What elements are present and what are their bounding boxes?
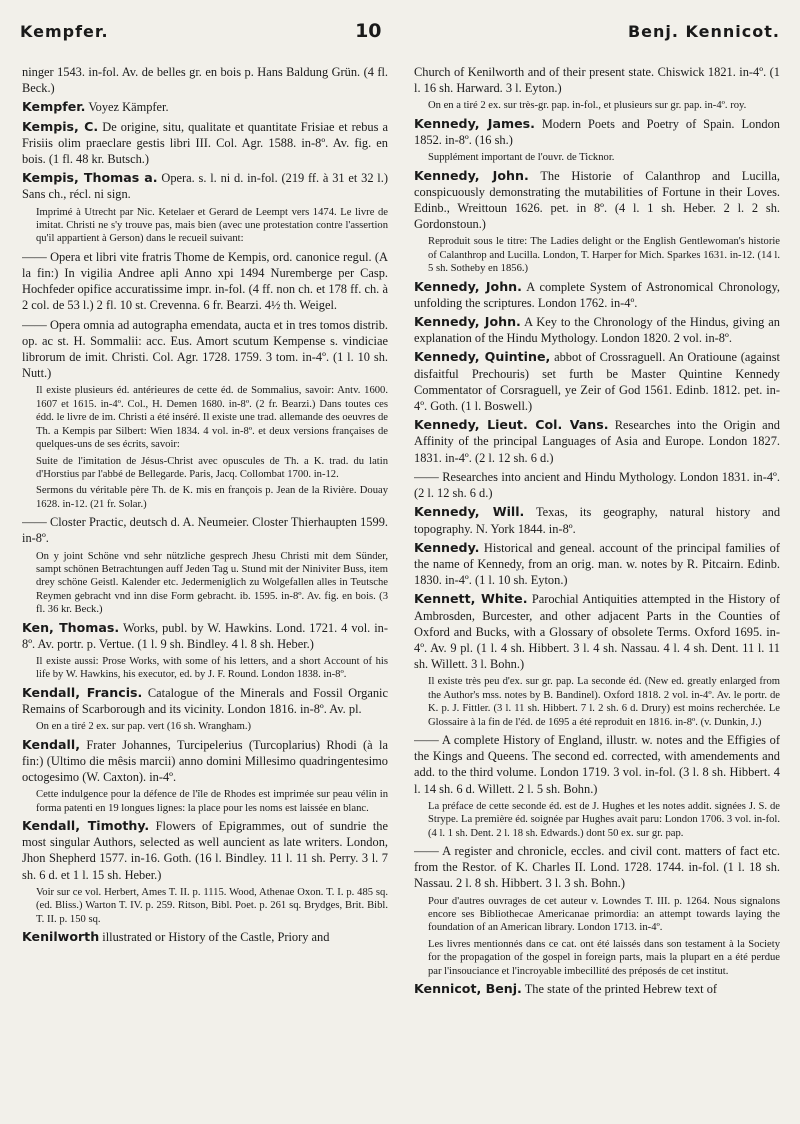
entry-text: Texas, its geography, natural history and topography. N. York 1844. in-8º. [414,505,780,536]
header-left-headword: Kempfer. [20,22,109,41]
entry-text: A complete System of Astronomical Chronology, unfolding the scriptures. London 1762. in-4º. [414,279,780,310]
entry-kennicot [414,981,780,997]
entry-text: Flowers of Epigrammes, out of sundrie the most singular Authors, selected as well auncient as late writers. London, Jhon Shepherd 1577. in-16. Goth. (16 l. Bindley. 11 l. 11 sh. Perry. 3 l. 7 sh. 6 d. et 1 l. 15 sh. Heber.) [22,819,388,882]
entry-kempfer [22,99,388,115]
entry-kennedy-john-1 [414,168,780,233]
entry-note: Voir sur ce vol. Herbert, Ames T. II. p. 1115. Wood, Athenae Oxon. T. I. p. 485 sq. (ed. Bliss.) Warton T. IV. p. 259. Ritson, Bibl. Poet. p. 261 sq. Brydges, Brit. Bibl. T. II. p. 150 sq. [36,886,388,925]
entry-text: A Key to the Chronology of the Hindus, giving an explanation of the Hindu Mythology. London 1820. 2 vol. in-8º. [414,315,780,346]
entry-text: abbot of Crossraguell. An Oratioune (against disfaitful Prechouris) set furth be Master Quintine Kennedy Commentator of Corsraguell, ye Zeir of God 1561. Edinb. 1812. pet. in-4º. Goth. (1 l. Boswell.) [414,350,780,414]
entry-kennedy-historical [414,540,780,589]
entry-closter-practic: —— Closter Practic, deutsch d. A. Neumeier. Closter Thierhaupten 1599. in-8º. [22,515,388,546]
entry-text: The state of the printed Hebrew text of [524,982,718,997]
entry-ken [22,620,388,652]
entry-heading: Kennicot, Benj. [414,981,522,997]
right-column [414,64,780,1114]
entry-heading: Kendall, [22,736,80,752]
entry-kennett-register: —— A register and chronicle, eccles. and civil cont. matters of fact etc. from the Restor. of K. Charles II. Lond. 1728. 1744. in-fol. (1 l. 18 sh. Nassau. 2 l. 8 sh. Hibbert. 3 l. 3 sh. Bohn.) [414,843,780,891]
entry-note: On en a tiré 2 ex. sur très-gr. pap. in-fol., et plusieurs sur gr. pap. in-4º. roy. [428,100,747,112]
entry-note: La préface de cette seconde éd. est de J. Hughes et les notes addit. signées J. S. de Strype. La première éd. soignée par Hughes avait paru: London 1706. 3 vol. in-fol. (4 l. 1 sh. Dent. 2 l. 18 sh. Edwards.) dont 50 ex. sur gr. pap. [428,800,780,839]
entry-text: Historical and geneal. account of the principal families of the name of Kennedy, from an orig. man. w. notes by R. Pitcairn. Edinb. 1830. in-4º. (1 l. 10 sh. Eyton.) [414,540,780,588]
entry-kennedy-john-3 [414,314,780,346]
entry-note: Il existe aussi: Prose Works, with some of his letters, and a short Account of his life by W. Hawkins, his executor, ed. by J. F. Round. London 1838. in-8º. [36,655,388,681]
entry-kennedy-quintine [414,349,780,414]
entry-heading: Kennedy, John. [414,167,529,183]
entry-heading: Kendall, Francis. [22,684,143,700]
entry-heading: Kennedy. [414,539,480,555]
entry-continuation: Church of Kenilworth and of their present state. Chiswick 1821. in-4º. (1 l. 16 sh. Harward. 3 l. Eyton.) [414,65,780,96]
entry-text: Voyez Kämpfer. [88,100,169,115]
entry-text: illustrated or History of the Castle, Priory and [102,930,330,945]
entry-heading: Kempis, Thomas a. [22,170,158,186]
entry-note: Il existe plusieurs éd. antérieures de cette éd. de Sommalius, savoir: Antv. 1600. 1607 et 1615. in-4º. Col., H. Demen 1680. in-8º. (2 fr. Bearzi.) Dans toutes ces édd. le livre de im. Christi a été inséré. Il existe une trad. allemande des oeuvres de Th. a Kempis par Silbert: Wien 1834. 4 vol. in-8º. et deux versions françaises de quelques-uns de ses écrits, savoir: [36,385,388,451]
entry-heading: Kennedy, Will. [414,504,525,520]
entry-kennett-history: —— A complete History of England, illustr. w. notes and the Effigies of the Kings and Queens. The second ed. corrected, with amendements and add. to the third volume. London 1719. 3 vol. in-fol. (3 l. 8 sh. Hibbert. 4 l. 14 sh. 6 d. Willett. 2 l. 5 sh. Bohn.) [414,732,780,796]
entry-text: Researches into the Origin and Affinity of the principal Languages of Asia and Europe. London 1827. 1831. in-4º. (2 l. 12 sh. 6 d.) [414,418,780,465]
entry-text: Parochial Antiquities attempted in the History of Ambrosden, Burcester, and other adjacent Parts in the Counties of Oxford and Bucks, with a Glossary of obsolete Terms. Oxford 1695. in-4º. Av. 9 pl. (1 l. 4 sh. Hibbert. 3 l. 4 sh. Nassau. 4 l. 4 sh. Dent. 11 l. 11 sh. Willett. 3 l. Bohn.) [414,592,780,672]
entry-heading: Kennedy, Lieut. Col. Vans. [414,417,609,433]
entry-heading: Kennedy, John. [414,278,522,294]
entry-note: On y joint Schöne vnd sehr nützliche gesprech Jhesu Christi mit dem Sünder, sampt schönen Betrachtungen auff Jeden Tag u. Stund mit der Niniviter Buss, item drey schöne Geistl. Kalender etc. Jedermeniglich zu Wolgefallen alles in Teutsche Reymen gebracht vnd inn dise Form gebracht. ib. 1595. in-8º. Av. fig. en bois. (3 fl. 36 kr. Beck.) [36,550,388,616]
entry-heading: Kennedy, James. [414,115,535,131]
entry-kempis-thomas [22,170,388,202]
entry-kempis-opera-3: —— Opera omnia ad autographa emendata, aucta et in tres tomos distrib. op. ac st. H. Sommalii: acc. Eus. Amort scutum Kempense s. vindiciae librorum de imit. Christi. Col. Agr. 1728. 1759. 3 tom. in-4º. (1 l. 10 sh. Nutt.) [22,317,388,381]
page-number: 10 [355,20,382,42]
entry-kendall-timothy [22,818,388,883]
entry-note: Cette indulgence pour la défence de l'île de Rhodes est imprimée sur peau vélin in forma patenti en 19 longues lignes: la place pour les noms est laissée en blanc. [36,789,388,814]
entry-note: On en a tiré 2 ex. sur pap. vert (16 sh. Wrangham.) [36,721,252,733]
entry-heading: Kempis, C. [22,118,99,134]
entry-heading: Kempfer. [22,99,86,115]
entry-heading: Ken, Thomas. [22,619,120,635]
entry-kennedy-james [414,116,780,148]
entry-note: Les livres mentionnés dans ce cat. ont été laissés dans son testament à la Society for the propagation of the gospel in foreign parts, mais la plupart en a été perdue par l'insouciance et l'incroyable imbecillité des préposés de cet institut. [428,938,780,977]
entry-kempis-opera-2: —— Opera et libri vite fratris Thome de Kempis, ord. canonice regul. (A la fin:) In vigilia Andree apli Anno xpi 1494 Nuremberge per Casp. Hochfeder opifice accuratissime impr. in-fol. (4 ff. non ch. et 178 ff. ch. à 2 col. de 53 l.) 2 fl. 10 st. Crevenna. 6 fr. Bearzi. 4½ th. Weigel. [22,249,388,313]
entry-kennedy-will [414,504,780,536]
entry-note: Suite de l'imitation de Jésus-Christ avec opuscules de Th. a K. trad. du latin d'Horstius par l'abbé de Bellegarde. Paris, Jacq. Collombat 1700. in-12. [36,455,388,480]
entry-kennedy-vans-2: —— Researches into ancient and Hindu Mythology. London 1831. in-4º. (2 l. 12 sh. 6 d.) [414,469,780,501]
entry-note: Imprimé à Utrecht par Nic. Ketelaer et Gerard de Leempt vers 1474. Le livre de imitat. Christi ne s'y trouve pas, mais bien (avec une protestation contre l'assertion qu'il appartient à Gerson) dans le recueil suivant: [36,206,388,245]
entry-note: Sermons du véritable père Th. de K. mis en françois p. Jean de la Rivière. Douay 1628. in-12. (21 fr. Solar.) [36,485,388,510]
entry-kennett-white [414,591,780,672]
entry-kennedy-john-2 [414,279,780,311]
entry-kendall-francis [22,685,388,717]
entry-heading: Kenilworth [22,929,100,945]
entry-heading: Kennedy, John. [414,314,521,330]
entry-continuation: ninger 1543. in-fol. Av. de belles gr. en bois p. Hans Baldung Grün. (4 fl. Beck.) [22,65,388,96]
entry-text: The Historie of Calanthrop and Lucilla, conspicuously demonstrating the mutabilities of Fortune in their Loves. Edinb., Wreittoun 1626. pet. in 8º. (4 l. 1 sh. Heber. 2 l. 2 sh. Gordonstoun.) [414,168,780,232]
entry-note: Reproduit sous le titre: The Ladies delight or the English Gentlewoman's historie of Calanthrop and Lucilla. London, T. Harper for Mich. Sparkes 1631. in-12. (14 l. 5 sh. Sotheby en 1856.) [428,236,780,275]
header-right-headword: Benj. Kennicot. [627,22,780,41]
entry-heading: Kennedy, Quintine, [414,349,551,365]
entry-note: Pour d'autres ouvrages de cet auteur v. Lowndes T. III. p. 1264. Nous signalons encore ses Bibliothecae Americanae primordia: an attempt towards laying the foundation of an American library. London 1713. in-4º. [428,895,780,934]
entry-text: Frater Johannes, Turcipelerius (Turcoplarius) Rhodi (à la fin:) (Ultimo die mêsis marcii) anno domini Millesimo quadringentesimo octogesimo (W. Caxton). in-4º. [22,737,388,784]
entry-text: Works, publ. by W. Hawkins. Lond. 1721. 4 vol. in-8º. Av. portr. p. Vertue. (1 l. 9 sh. Bindley. 4 l. 8 sh. Heber.) [22,620,388,651]
entry-heading: Kennett, White. [414,591,528,607]
entry-note: Il existe très peu d'ex. sur gr. pap. La seconde éd. (New ed. greatly enlarged from the Author's mss. notes by B. Bandinel). Oxford 1818. 2 vol. in-4º. Av. le portr. de K. p. J. Fittler. (3 l. 11 sh. Hibbert. 7 l. 2 sh. 6 d. Drury) est moins recherchée. Le Glossaire à la fin de l'éd. de 1695 a été reproduit en 1816. in-8º. (v. Dunkin, J.) [428,676,780,728]
entry-kenilworth [22,929,388,945]
running-header [20,20,780,60]
entry-text: Modern Poets and Poetry of Spain. London 1852. in-8º. (16 sh.) [414,116,780,148]
entry-kendall-frater [22,737,388,786]
entry-kempis-c [22,119,388,168]
entry-text: De origine, situ, qualitate et quantitate Frisiae et rebus a Frisiis olim praeclare gestis libri III. Col. Agr. 1588. in-8º. Av. fig. en bois. (1 fl. 48 kr. Butsch.) [22,119,388,167]
entry-text: Opera. s. l. ni d. in-fol. (219 ff. à 31 et 32 l.) Sans ch., récl. ni sign. [22,171,388,202]
entry-note: Supplément important de l'ouvr. de Ticknor. [428,152,615,164]
entry-heading: Kendall, Timothy. [22,818,150,834]
left-column [22,64,388,1114]
entry-text: Catalogue of the Minerals and Fossil Organic Remains of Scarborough and its vicinity. London 1816. in-8º. Av. pl. [22,685,388,716]
entry-kennedy-vans [414,417,780,466]
